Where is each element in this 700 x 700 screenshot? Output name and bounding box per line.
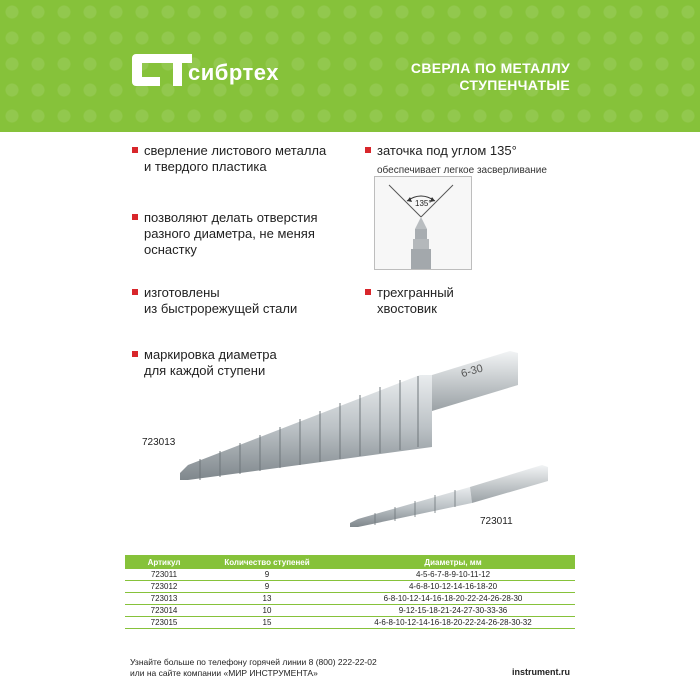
header-banner: [0, 0, 700, 132]
table-row: [125, 581, 575, 593]
table-row: [125, 617, 575, 629]
cell-article: 723015: [125, 617, 203, 629]
feature-subtext: обеспечивает легкое засверливание: [377, 165, 547, 176]
spec-table: [125, 555, 575, 629]
cell-steps: 15: [203, 617, 331, 629]
footer-line-1: Узнайте больше по телефону горячей линии 8 (800) 222-22-02: [130, 657, 377, 667]
cell-diameters: 4-6-8-10-12-14-16-18-20: [331, 581, 575, 593]
page-title: [411, 60, 570, 94]
cell-diameters: 9-12-15-18-21-24-27-30-33-36: [331, 605, 575, 617]
cell-steps: 9: [203, 581, 331, 593]
small-drill: [350, 465, 548, 527]
feature-text: позволяют делать отверстия: [144, 210, 318, 225]
feature-text: разного диаметра, не меняя: [144, 226, 315, 241]
header-article: Артикул: [125, 555, 203, 569]
feature-text: заточка под углом 135°: [377, 143, 517, 158]
header-steps: Количество ступеней: [203, 555, 331, 569]
bullet-icon: [132, 289, 138, 295]
cell-steps: 10: [203, 605, 331, 617]
table-row: [125, 569, 575, 581]
feature-text: и твердого пластика: [144, 159, 267, 174]
cell-article: 723012: [125, 581, 203, 593]
angle-label: 135°: [415, 199, 432, 208]
table-row: [125, 605, 575, 617]
feature-sheet-drilling: [144, 143, 326, 175]
feature-angle: [377, 143, 547, 179]
cell-steps: 9: [203, 569, 331, 581]
bullet-icon: [365, 289, 371, 295]
table-row: [125, 593, 575, 605]
cell-diameters: 6-8-10-12-14-16-18-20-22-24-26-28-30: [331, 593, 575, 605]
feature-text: трехгранный: [377, 285, 454, 300]
feature-text: из быстрорежущей стали: [144, 301, 298, 316]
tip-illustration: [374, 176, 472, 270]
footer-line-2: или на сайте компании «МИР ИНСТРУМЕНТА»: [130, 668, 318, 678]
header-diameters: Диаметры, мм: [331, 555, 575, 569]
feature-material: [144, 285, 297, 317]
brand-name: сибртех: [188, 60, 279, 85]
title-line-1: СВЕРЛА ПО МЕТАЛЛУ: [410, 60, 570, 76]
feature-diameters: [144, 210, 318, 258]
drill-tip-icon: [375, 177, 471, 269]
shank-marking: 6-30: [459, 362, 485, 381]
bullet-icon: [132, 214, 138, 220]
small-drill-label: 723011: [480, 516, 513, 527]
feature-text: маркировка диаметра: [144, 347, 277, 362]
footer-text: [130, 657, 377, 679]
feature-text: оснастку: [144, 242, 197, 257]
big-drill-label: 723013: [142, 437, 176, 448]
cell-article: 723011: [125, 569, 203, 581]
drills-image: [170, 335, 570, 535]
cell-steps: 13: [203, 593, 331, 605]
cell-diameters: 4-5-6-7-8-9-10-11-12: [331, 569, 575, 581]
table-header-row: [125, 555, 575, 569]
feature-text: изготовлены: [144, 285, 220, 300]
feature-text: для каждой ступени: [144, 363, 266, 378]
cell-article: 723013: [125, 593, 203, 605]
cell-diameters: 4-6-8-10-12-14-16-18-20-22-24-26-28-30-32: [331, 617, 575, 629]
feature-text: хвостовик: [377, 301, 437, 316]
bullet-icon: [132, 147, 138, 153]
title-line-2: СТУПЕНЧАТЫЕ: [459, 77, 570, 93]
bullet-icon: [132, 351, 138, 357]
bullet-icon: [365, 147, 371, 153]
feature-shank: [377, 285, 454, 317]
cell-article: 723014: [125, 605, 203, 617]
website-link[interactable]: instrument.ru: [511, 667, 570, 677]
feature-text: сверление листового металла: [144, 143, 327, 158]
